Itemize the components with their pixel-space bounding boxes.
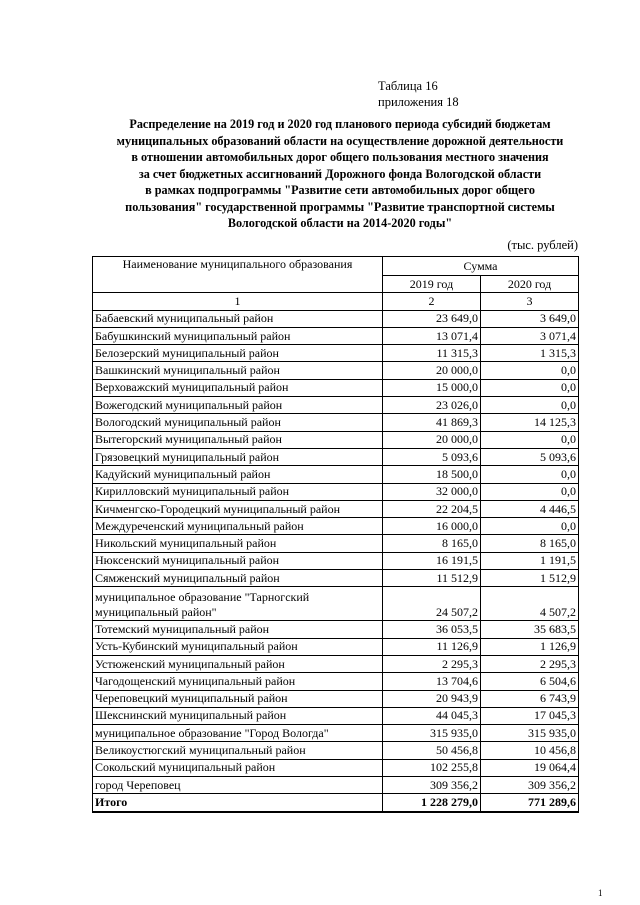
cell-municipality: Тотемский муниципальный район [93, 621, 383, 638]
cell-municipality: город Череповец [93, 777, 383, 794]
cell-sum-2020: 1 512,9 [481, 570, 579, 587]
cell-sum-2020: 6 504,6 [481, 673, 579, 690]
table-row [93, 397, 579, 414]
cell-sum-2020: 1 191,5 [481, 552, 579, 569]
cell-municipality: Нюксенский муниципальный район [93, 552, 383, 569]
cell-sum-2020: 1 315,3 [481, 345, 579, 362]
table-row [93, 500, 579, 517]
cell-municipality: Великоустюгский муниципальный район [93, 742, 383, 759]
unit-label: (тыс. рублей) [507, 238, 578, 252]
cell-municipality: Усть-Кубинский муниципальный район [93, 638, 383, 655]
cell-sum-2019: 18 500,0 [383, 466, 481, 483]
cell-municipality: Вожегодский муниципальный район [93, 397, 383, 414]
cell-sum-2020: 10 456,8 [481, 742, 579, 759]
cell-sum-2020: 0,0 [481, 362, 579, 379]
column-number-2: 2 [383, 293, 481, 310]
cell-municipality: муниципальное образование "Тарногский муниципальный район" [93, 587, 383, 621]
cell-sum-2020: 2 295,3 [481, 655, 579, 672]
table-row [93, 483, 579, 500]
table-row [93, 638, 579, 655]
table-row [93, 570, 579, 587]
cell-municipality: Вашкинский муниципальный район [93, 362, 383, 379]
table-row [93, 431, 579, 448]
cell-municipality: Кадуйский муниципальный район [93, 466, 383, 483]
total-sum-2020: 771 289,6 [481, 794, 579, 812]
cell-municipality: Устюженский муниципальный район [93, 655, 383, 672]
cell-sum-2019: 41 869,3 [383, 414, 481, 431]
cell-municipality: Сямженский муниципальный район [93, 570, 383, 587]
cell-sum-2020: 4 507,2 [481, 587, 579, 621]
cell-municipality: Никольский муниципальный район [93, 535, 383, 552]
cell-sum-2019: 11 512,9 [383, 570, 481, 587]
title-line: в рамках подпрограммы "Развитие сети автомобильных дорог общего [145, 183, 535, 197]
cell-sum-2019: 5 093,6 [383, 448, 481, 465]
cell-sum-2019: 2 295,3 [383, 655, 481, 672]
cell-municipality: Грязовецкий муниципальный район [93, 448, 383, 465]
appendix-number: приложения 18 [378, 95, 459, 109]
table-row [93, 310, 579, 327]
column-number-3: 3 [481, 293, 579, 310]
title-line: Вологодской области на 2014-2020 годы" [227, 216, 453, 230]
header-name: Наименование муниципального образования [93, 257, 383, 293]
table-number: Таблица 16 [378, 79, 438, 93]
cell-municipality: Белозерский муниципальный район [93, 345, 383, 362]
cell-municipality: Вологодский муниципальный район [93, 414, 383, 431]
table-row [93, 690, 579, 707]
cell-sum-2020: 14 125,3 [481, 414, 579, 431]
cell-sum-2020: 0,0 [481, 466, 579, 483]
cell-municipality: Череповецкий муниципальный район [93, 690, 383, 707]
table-row [93, 707, 579, 724]
cell-sum-2019: 44 045,3 [383, 707, 481, 724]
header-year-2020: 2020 год [481, 276, 579, 293]
cell-sum-2020: 0,0 [481, 518, 579, 535]
title-line: в отношении автомобильных дорог общего пользования местного значения [131, 150, 549, 164]
cell-sum-2019: 315 935,0 [383, 725, 481, 742]
cell-sum-2020: 17 045,3 [481, 707, 579, 724]
column-number-1: 1 [93, 293, 383, 310]
table-row [93, 725, 579, 742]
cell-sum-2020: 0,0 [481, 431, 579, 448]
cell-sum-2019: 16 191,5 [383, 552, 481, 569]
title-line: за счет бюджетных ассигнований Дорожного фонда Вологодской области [138, 166, 542, 181]
cell-sum-2019: 13 704,6 [383, 673, 481, 690]
header-year-2019: 2019 год [383, 276, 481, 293]
cell-sum-2020: 309 356,2 [481, 777, 579, 794]
table-row [93, 362, 579, 379]
total-label: Итого [93, 794, 383, 812]
table-row [93, 587, 579, 621]
cell-sum-2020: 3 071,4 [481, 327, 579, 344]
cell-sum-2019: 102 255,8 [383, 759, 481, 776]
cell-sum-2019: 11 315,3 [383, 345, 481, 362]
table-reference [378, 78, 459, 110]
cell-sum-2020: 8 165,0 [481, 535, 579, 552]
cell-sum-2019: 50 456,8 [383, 742, 481, 759]
table-row [93, 535, 579, 552]
cell-sum-2019: 13 071,4 [383, 327, 481, 344]
table-row [93, 742, 579, 759]
cell-sum-2019: 22 204,5 [383, 500, 481, 517]
cell-sum-2019: 309 356,2 [383, 777, 481, 794]
cell-sum-2019: 36 053,5 [383, 621, 481, 638]
table-row [93, 759, 579, 776]
cell-sum-2019: 15 000,0 [383, 379, 481, 396]
cell-municipality: Бабаевский муниципальный район [93, 310, 383, 327]
document-title [96, 116, 584, 232]
total-sum-2019: 1 228 279,0 [383, 794, 481, 812]
cell-sum-2019: 20 000,0 [383, 362, 481, 379]
cell-sum-2020: 6 743,9 [481, 690, 579, 707]
cell-sum-2020: 5 093,6 [481, 448, 579, 465]
table-row [93, 414, 579, 431]
cell-municipality: Шекснинский муниципальный район [93, 707, 383, 724]
table-row [93, 518, 579, 535]
cell-municipality: Кичменгско-Городецкий муниципальный район [93, 500, 383, 517]
cell-sum-2020: 1 126,9 [481, 638, 579, 655]
subsidy-table [92, 256, 579, 813]
cell-sum-2019: 24 507,2 [383, 587, 481, 621]
cell-municipality: Сокольский муниципальный район [93, 759, 383, 776]
table-row [93, 621, 579, 638]
title-line: муниципальных образований области на осуществление дорожной деятельности [116, 133, 564, 148]
cell-sum-2019: 23 649,0 [383, 310, 481, 327]
cell-municipality: Чагодощенский муниципальный район [93, 673, 383, 690]
cell-sum-2019: 16 000,0 [383, 518, 481, 535]
table-row [93, 552, 579, 569]
table-row [93, 448, 579, 465]
cell-sum-2020: 35 683,5 [481, 621, 579, 638]
title-line: Распределение на 2019 год и 2020 год планового периода субсидий бюджетам [129, 117, 551, 131]
cell-municipality: муниципальное образование "Город Вологда" [93, 725, 383, 742]
cell-sum-2019: 20 000,0 [383, 431, 481, 448]
cell-municipality: Междуреченский муниципальный район [93, 518, 383, 535]
cell-sum-2019: 23 026,0 [383, 397, 481, 414]
cell-sum-2020: 0,0 [481, 397, 579, 414]
cell-sum-2019: 8 165,0 [383, 535, 481, 552]
cell-municipality: Бабушкинский муниципальный район [93, 327, 383, 344]
table-row [93, 655, 579, 672]
page-mark: 1 [598, 888, 603, 898]
table-row [93, 379, 579, 396]
cell-sum-2020: 4 446,5 [481, 500, 579, 517]
cell-municipality: Верховажский муниципальный район [93, 379, 383, 396]
total-row [93, 794, 579, 812]
title-line: пользования" государственной программы "Развитие транспортной системы [125, 199, 555, 214]
table-row [93, 673, 579, 690]
table-row [93, 327, 579, 344]
cell-sum-2020: 3 649,0 [481, 310, 579, 327]
cell-municipality: Кирилловский муниципальный район [93, 483, 383, 500]
cell-sum-2019: 32 000,0 [383, 483, 481, 500]
cell-sum-2020: 0,0 [481, 483, 579, 500]
table-row [93, 777, 579, 794]
cell-sum-2020: 0,0 [481, 379, 579, 396]
cell-sum-2020: 19 064,4 [481, 759, 579, 776]
cell-municipality: Вытегорский муниципальный район [93, 431, 383, 448]
table-body [93, 310, 579, 812]
cell-sum-2020: 315 935,0 [481, 725, 579, 742]
header-sum: Сумма [383, 257, 579, 276]
cell-sum-2019: 11 126,9 [383, 638, 481, 655]
table-row [93, 345, 579, 362]
table-row [93, 466, 579, 483]
cell-sum-2019: 20 943,9 [383, 690, 481, 707]
